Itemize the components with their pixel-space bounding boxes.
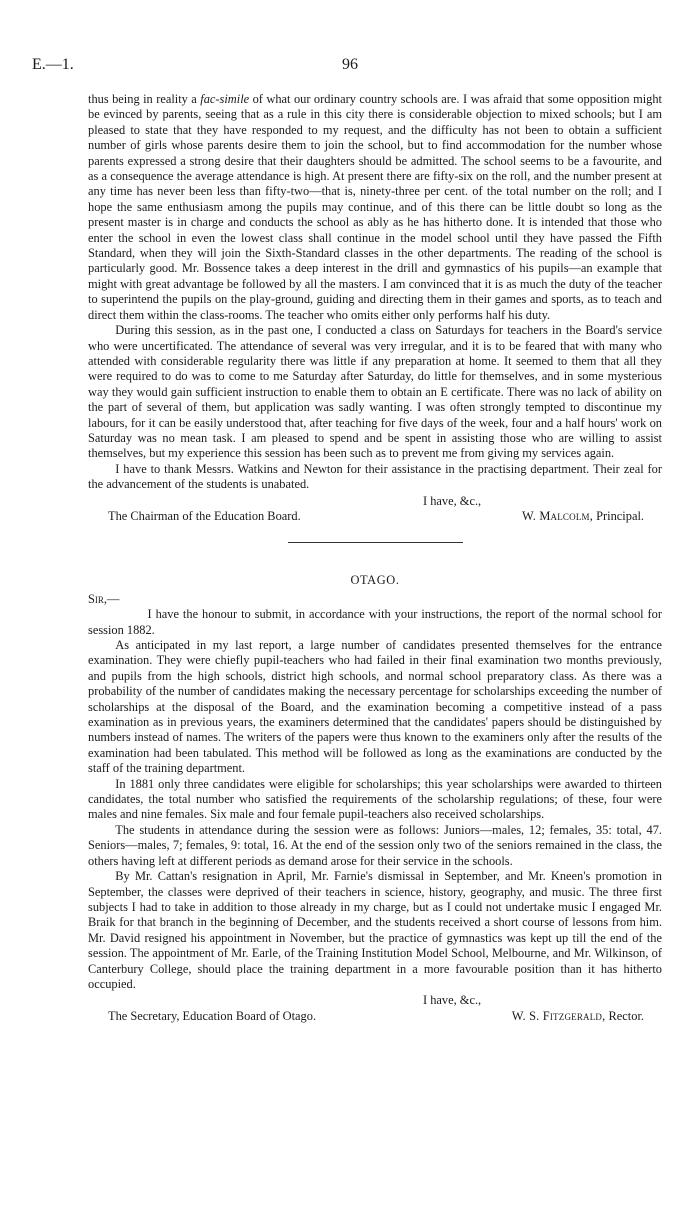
section-divider bbox=[288, 542, 463, 543]
page-reference: E.—1. bbox=[32, 56, 74, 73]
signature bbox=[522, 509, 644, 524]
running-head bbox=[32, 56, 668, 78]
paragraph: I have to thank Messrs. Watkins and Newton for their assistance in the practising department. Their zeal for the advancement of the students is unabated. bbox=[88, 461, 662, 492]
signature-line bbox=[88, 509, 662, 524]
paragraph: thus being in reality a fac-simile of what our ordinary country schools are. I was afraid that some opposition might be evinced by parents, seeing that as a rule in this city there is considerable objection to mixed schools; but I am pleased to state that they have responded to my request, and the difficulty has not been to obtain a sufficient number of girls whose parents desire them to join the school, but to find accommodation for the number whose parents expressed a strong desire that their daughters should be admitted. The school seems to be a favourite, and as a consequence the average attendance is high. At present there are fifty-six on the roll, and the number present at any time has never been less than fifty-two—that is, ninety-three per cent. of the total number on the roll; and I hope the same enthusiasm among the pupils may continue, and of this there can be little doubt so long as the present master is in charge and conducts the school as ably as he has hitherto done. It is intended that those who enter the school in even the lowest class shall continue in the model school until they have passed the Fifth Standard, when they will join the Sixth-Standard classes in the other departments. The reading of the school is particularly good. Mr. Bossence takes a deep interest in the drill and gymnastics of his pupils—an example that might with great advantage be followed by all the masters. I am convinced that it is as much the duty of the teacher to superintend the pupils on the play-ground, guiding and directing them in their games and sports, as to teach and direct them within the class-rooms. The teacher who omits either only performs half his duty. bbox=[88, 92, 662, 322]
paragraph: I have the honour to submit, in accordance with your instructions, the report of the normal school for session 1882. bbox=[88, 607, 662, 637]
emphasis-text: fac-simile bbox=[200, 92, 250, 106]
closing-formula: I have, &c., bbox=[423, 993, 482, 1008]
signature-line bbox=[88, 1009, 662, 1024]
salutation: Sir,— bbox=[88, 591, 120, 606]
signatory-name: W. S. Fitzgerald, bbox=[511, 1008, 606, 1023]
signature bbox=[512, 1009, 644, 1024]
document-body bbox=[88, 92, 662, 1024]
section-title: OTAGO. bbox=[350, 573, 400, 588]
paragraph: By Mr. Cattan's resignation in April, Mr. Farnie's dismissal in September, and Mr. Kneen's promotion in September, the classes were deprived of their teachers in science, history, geography, and music. The three first subjects I had to take in addition to those already in my charge, but as I could not undertake music I engaged Mr. Braik for that branch in the beginning of December, and the students received a short course of lessons from him. Mr. David resigned his appointment in November, but the practice of gymnastics was kept up till the end of the session. The appointment of Mr. Earle, of the Training Institution Model School, Melbourne, and Mr. Wilkinson, of Canterbury College, should place the training department in a more favourable position than it has hitherto occupied. bbox=[88, 869, 662, 991]
addressee: The Chairman of the Education Board. bbox=[108, 508, 301, 523]
paragraph: The students in attendance during the session were as follows: Juniors—males, 12; females, 35: total, 47. Seniors—males, 7; females, 9: total, 16. At the end of the session only two of the seniors remained in the class, the others having left at different periods as demand arose for their service in the schools. bbox=[88, 822, 662, 868]
paragraph: As anticipated in my last report, a large number of candidates presented themselves for the entrance examination. They were chiefly pupil-teachers who had failed in their final examination two months previously, and pupils from the high schools, district high schools, and normal school preparatory class. As there was a probability of the number of candidates making the necessary percentage for scholarships exceeding the number of scholarships at the disposal of the Board, and the examination becoming a competitive instead of a pass examination as in previous years, the examiners determined that the candidates' papers should be distinguished by numbers instead of names. The writers of the papers were thus known to the examiners only after the results of the examination had been tabulated. This method will be followed as long as the examinations are conducted by the staff of the training department. bbox=[88, 638, 662, 776]
closing-formula: I have, &c., bbox=[423, 493, 482, 508]
signatory-title: Principal. bbox=[596, 508, 644, 523]
signatory-title: Rector. bbox=[608, 1008, 644, 1023]
paragraph: During this session, as in the past one, I conducted a class on Saturdays for teachers in the Board's service who were uncertificated. The attendance of several was very irregular, and it is to be feared that with many who attended with considerable regularity there was little if any preparation at home. It seemed to them that all they were required to do was to come to me Saturday after Saturday, do little for themselves, and in some mysterious way they would gain sufficient instruction to enable them to obtain an E certificate. There was no lack of ability on the part of several of them, but application was sadly wanting. I was often strongly tempted to discontinue my labours, for it can be easily understood that, after teaching for five days of the week, four and a half hours' work on Saturday was no mean task. I am pleased to spend and be spent in assisting those who are willing to assist themselves, but my experience this session has been such as to prevent me from giving my services again. bbox=[88, 323, 662, 461]
paragraph: In 1881 only three candidates were eligible for scholarships; this year scholarships were awarded to thirteen candidates, the total number who satisfied the requirements of the scholarship regulations; of these, four were males and nine females. Six male and four female pupil-teachers also received scholarships. bbox=[88, 776, 662, 822]
page-number: 96 bbox=[342, 56, 358, 73]
signatory-name: W. Malcolm, bbox=[521, 508, 594, 523]
addressee: The Secretary, Education Board of Otago. bbox=[108, 1008, 317, 1023]
